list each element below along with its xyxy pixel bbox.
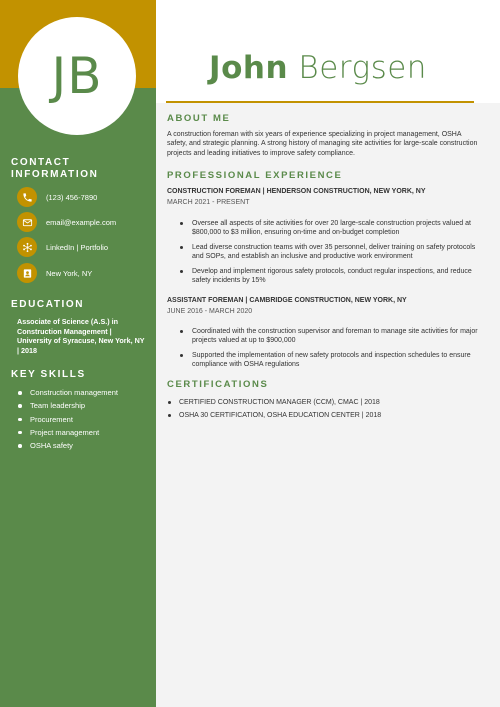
list-item: CERTIFIED CONSTRUCTION MANAGER (CCM), CMAC | 2018 [167, 397, 479, 410]
contact-email[interactable] [17, 212, 116, 232]
network-icon [17, 237, 37, 257]
certifications-heading: CERTIFICATIONS [167, 379, 269, 390]
job-title: ASSISTANT FOREMAN | CAMBRIDGE CONSTRUCTION, NEW YORK, NY [167, 297, 407, 304]
list-item: Oversee all aspects of site activities for over 20 large-scale construction projects valued at $800,000 to $3 million, ensuring on-time and on-budget completion [180, 219, 480, 238]
contact-phone [17, 187, 97, 207]
avatar [18, 17, 136, 135]
about-heading: ABOUT ME [167, 113, 231, 124]
contact-links[interactable] [17, 237, 108, 257]
contact-heading-line1: CONTACT [11, 157, 71, 168]
list-item: Lead diverse construction teams with over 35 personnel, deliver training on safety protocols and SOPs, and establish an inclusive and productive work environment [180, 243, 480, 262]
contact-location-text: New York, NY [46, 268, 93, 278]
list-item: Develop and implement rigorous safety protocols, conduct regular inspections, and reduce safety incidents by 15% [180, 267, 480, 286]
experience-heading: PROFESSIONAL EXPERIENCE [167, 170, 343, 181]
job-bullets [180, 327, 480, 375]
page-title [168, 50, 468, 86]
first-name: John [209, 50, 289, 86]
list-item: Supported the implementation of new safety protocols and inspection schedules to ensure compliance with OSHA regulations [180, 351, 480, 370]
location-icon [17, 263, 37, 283]
contact-heading [11, 157, 98, 181]
contact-links-text[interactable]: LinkedIn | Portfolio [46, 242, 108, 252]
email-icon [17, 212, 37, 232]
job-dates: JUNE 2016 - MARCH 2020 [167, 308, 253, 315]
education-text: Associate of Science (A.S.) in Construction Management | University of Syracuse, New York, NY | 2018 [17, 317, 145, 355]
list-item: OSHA safety [17, 439, 118, 452]
last-name: Bergsen [298, 50, 427, 86]
list-item: Project management [17, 426, 118, 439]
contact-email-text[interactable]: email@example.com [46, 217, 117, 227]
list-item: Construction management [17, 386, 118, 399]
job-bullets [180, 219, 480, 290]
skills-list [17, 386, 118, 452]
initials: JB [51, 47, 103, 105]
phone-icon [17, 187, 37, 207]
certifications-list [167, 397, 479, 423]
contact-heading-line2: INFORMATION [11, 169, 99, 180]
job-dates: MARCH 2021 - PRESENT [167, 199, 250, 206]
job-title: CONSTRUCTION FOREMAN | HENDERSON CONSTRUCTION, NEW YORK, NY [167, 188, 426, 195]
education-heading: EDUCATION [11, 299, 85, 310]
skills-heading: KEY SKILLS [11, 369, 86, 380]
list-item: Team leadership [17, 399, 118, 412]
list-item: Procurement [17, 413, 118, 426]
contact-phone-text: (123) 456-7890 [46, 192, 98, 202]
contact-location [17, 263, 92, 283]
title-divider [166, 101, 474, 103]
list-item: Coordinated with the construction supervisor and foreman to manage site activities for major projects valued at up to $900,000 [180, 327, 480, 346]
about-text: A construction foreman with six years of experience specializing in project management, OSHA safety, and strategic planning. A strong history of managing site activities for large-scale construction projects and leading initiatives to improve safety compliance. [167, 131, 478, 157]
list-item: OSHA 30 CERTIFICATION, OSHA EDUCATION CENTER | 2018 [167, 410, 479, 423]
